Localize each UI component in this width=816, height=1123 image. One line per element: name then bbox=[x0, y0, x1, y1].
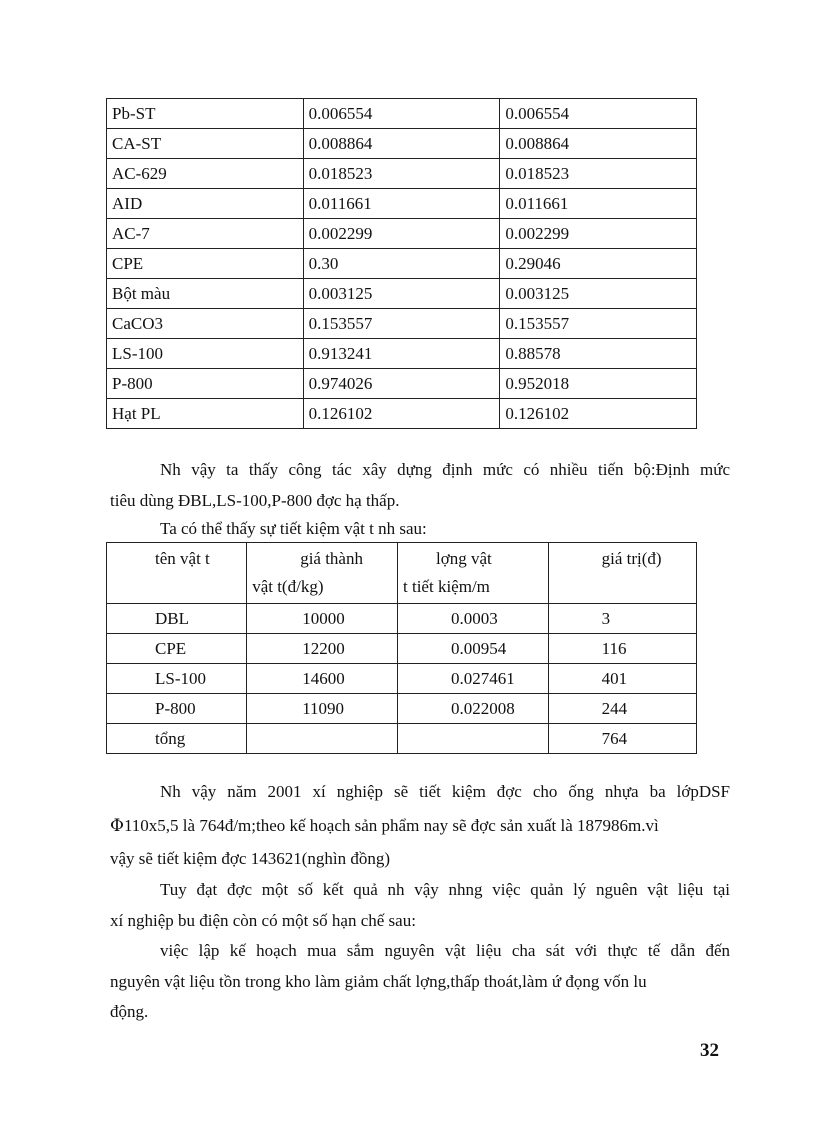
value-cell: 3 bbox=[548, 604, 696, 634]
paragraph-5 bbox=[110, 935, 730, 967]
unit-price-cell: 11090 bbox=[247, 694, 398, 724]
material-name-cell: AC-629 bbox=[107, 159, 304, 189]
table-row bbox=[107, 694, 697, 724]
actual-norm-cell: 0.008864 bbox=[500, 129, 697, 159]
unit-price-cell: 12200 bbox=[247, 634, 398, 664]
header-value-text: giá trị(đ) bbox=[601, 549, 662, 568]
paragraph-2-text: Ta có thể thấy sự tiết kiệm vật t nh sau: bbox=[160, 519, 427, 538]
header-unit-price bbox=[247, 543, 398, 604]
planned-norm-cell: 0.018523 bbox=[303, 159, 500, 189]
material-name-cell: CPE bbox=[107, 634, 247, 664]
material-name-cell: tổng bbox=[107, 724, 247, 754]
unit-price-cell bbox=[247, 724, 398, 754]
planned-norm-cell: 0.126102 bbox=[303, 399, 500, 429]
value-cell: 764 bbox=[548, 724, 696, 754]
actual-norm-cell: 0.018523 bbox=[500, 159, 697, 189]
table-row bbox=[107, 399, 697, 429]
unit-price-cell: 14600 bbox=[247, 664, 398, 694]
planned-norm-cell: 0.153557 bbox=[303, 309, 500, 339]
paragraph-5-line-3: động. bbox=[110, 1002, 149, 1021]
paragraph-5-cont bbox=[110, 966, 730, 998]
saved-quantity-cell: 0.022008 bbox=[398, 694, 549, 724]
paragraph-3-cont bbox=[110, 810, 730, 842]
material-name-cell: P-800 bbox=[107, 369, 304, 399]
table-row bbox=[107, 724, 697, 754]
header-saved-quantity bbox=[398, 543, 549, 604]
paragraph-4-line-2: xí nghiệp bu điện còn có một số hạn chế sau: bbox=[110, 911, 416, 930]
paragraph-3-line-1: Nh vậy năm 2001 xí nghiệp sẽ tiết kiệm đợc cho ống nhựa ba lớpDSF bbox=[160, 782, 730, 801]
actual-norm-cell: 0.006554 bbox=[500, 99, 697, 129]
material-name-cell: AID bbox=[107, 189, 304, 219]
planned-norm-cell: 0.913241 bbox=[303, 339, 500, 369]
actual-norm-cell: 0.153557 bbox=[500, 309, 697, 339]
page-number: 32 bbox=[700, 1040, 719, 1061]
header-value bbox=[548, 543, 696, 604]
table-row bbox=[107, 604, 697, 634]
paragraph-4-cont bbox=[110, 905, 730, 937]
header-material-name bbox=[107, 543, 247, 604]
table-row bbox=[107, 664, 697, 694]
actual-norm-cell: 0.126102 bbox=[500, 399, 697, 429]
value-cell: 244 bbox=[548, 694, 696, 724]
material-name-cell: LS-100 bbox=[107, 339, 304, 369]
materials-table bbox=[106, 98, 697, 429]
savings-table bbox=[106, 542, 697, 754]
actual-norm-cell: 0.952018 bbox=[500, 369, 697, 399]
actual-norm-cell: 0.29046 bbox=[500, 249, 697, 279]
header-saved-quantity-line-2: t tiết kiệm/m bbox=[403, 577, 490, 596]
material-name-cell: CA-ST bbox=[107, 129, 304, 159]
paragraph-3-line-3: vậy sẽ tiết kiệm đợc 143621(nghìn đồng) bbox=[110, 849, 390, 868]
table-row bbox=[107, 129, 697, 159]
table-row bbox=[107, 219, 697, 249]
paragraph-4-line-1: Tuy đạt đợc một số kết quả nh vậy nhng việc quản lý nguên vật liệu tại bbox=[160, 880, 730, 899]
planned-norm-cell: 0.30 bbox=[303, 249, 500, 279]
table-row bbox=[107, 634, 697, 664]
material-name-cell: DBL bbox=[107, 604, 247, 634]
actual-norm-cell: 0.003125 bbox=[500, 279, 697, 309]
planned-norm-cell: 0.006554 bbox=[303, 99, 500, 129]
savings-header-row bbox=[107, 543, 697, 604]
material-name-cell: Bột màu bbox=[107, 279, 304, 309]
saved-quantity-cell bbox=[398, 724, 549, 754]
paragraph-2 bbox=[110, 513, 730, 545]
paragraph-1 bbox=[110, 454, 730, 486]
table-row bbox=[107, 279, 697, 309]
paragraph-1-line-1: Nh vậy ta thấy công tác xây dựng định mức có nhiều tiến bộ:Định mức bbox=[160, 460, 730, 479]
actual-norm-cell: 0.88578 bbox=[500, 339, 697, 369]
table-row bbox=[107, 339, 697, 369]
paragraph-4 bbox=[110, 874, 730, 906]
saved-quantity-cell: 0.00954 bbox=[398, 634, 549, 664]
paragraph-5-cont2 bbox=[110, 996, 730, 1028]
material-name-cell: CPE bbox=[107, 249, 304, 279]
table-row bbox=[107, 159, 697, 189]
paragraph-5-line-2: nguyên vật liệu tồn trong kho làm giảm chất lợng,thấp thoát,làm ứ đọng vốn lu bbox=[110, 972, 647, 991]
planned-norm-cell: 0.974026 bbox=[303, 369, 500, 399]
header-unit-price-line-1: giá thành bbox=[300, 549, 363, 568]
planned-norm-cell: 0.002299 bbox=[303, 219, 500, 249]
table-row bbox=[107, 369, 697, 399]
header-material-name-text: tên vật t bbox=[155, 549, 210, 568]
planned-norm-cell: 0.008864 bbox=[303, 129, 500, 159]
saved-quantity-cell: 0.027461 bbox=[398, 664, 549, 694]
header-unit-price-line-2: vật t(đ/kg) bbox=[252, 577, 324, 596]
value-cell: 401 bbox=[548, 664, 696, 694]
actual-norm-cell: 0.002299 bbox=[500, 219, 697, 249]
paragraph-3-cont2 bbox=[110, 843, 730, 875]
phi-symbol: Φ bbox=[110, 816, 124, 836]
saved-quantity-cell: 0.0003 bbox=[398, 604, 549, 634]
material-name-cell: Pb-ST bbox=[107, 99, 304, 129]
material-name-cell: CaCO3 bbox=[107, 309, 304, 339]
paragraph-5-line-1: việc lập kế hoạch mua sắm nguyên vật liệu cha sát với thực tế dẫn đến bbox=[160, 941, 730, 960]
table-row bbox=[107, 99, 697, 129]
paragraph-1-line-2: tiêu dùng ĐBL,LS-100,P-800 đợc hạ thấp. bbox=[110, 491, 400, 510]
material-name-cell: Hạt PL bbox=[107, 399, 304, 429]
material-name-cell: LS-100 bbox=[107, 664, 247, 694]
planned-norm-cell: 0.011661 bbox=[303, 189, 500, 219]
actual-norm-cell: 0.011661 bbox=[500, 189, 697, 219]
material-name-cell: P-800 bbox=[107, 694, 247, 724]
table-row bbox=[107, 189, 697, 219]
paragraph-3-line-2: 110x5,5 là 764đ/m;theo kế hoạch sản phẩm nay sẽ đợc sản xuất là 187986m.vì bbox=[123, 816, 659, 835]
value-cell: 116 bbox=[548, 634, 696, 664]
material-name-cell: AC-7 bbox=[107, 219, 304, 249]
paragraph-3 bbox=[110, 776, 730, 808]
header-saved-quantity-line-1: lợng vật bbox=[436, 549, 492, 568]
table-row bbox=[107, 309, 697, 339]
planned-norm-cell: 0.003125 bbox=[303, 279, 500, 309]
table-row bbox=[107, 249, 697, 279]
unit-price-cell: 10000 bbox=[247, 604, 398, 634]
